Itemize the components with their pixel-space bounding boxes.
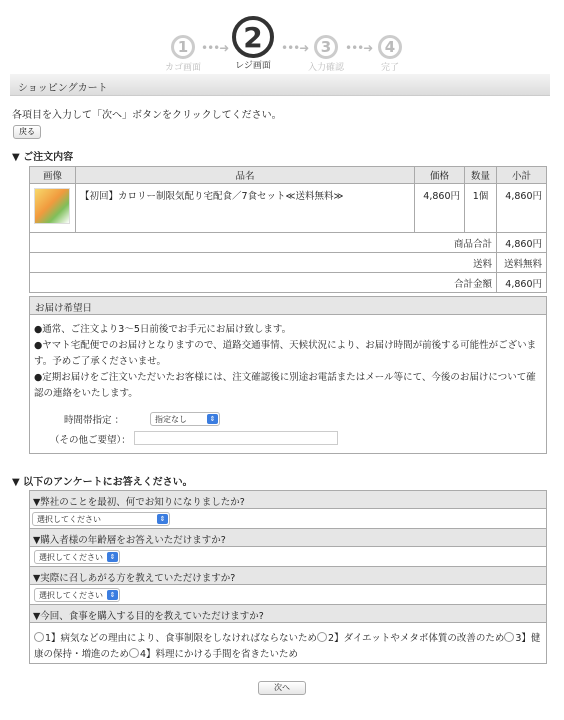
checkout-steps bbox=[0, 14, 564, 74]
radio-option-3-label: 3】健康の保持・増進のため bbox=[34, 633, 541, 660]
survey-question-3: ▼実際に召しあがる方を教えていただけますか? bbox=[30, 567, 546, 585]
grand-total-label: 合計金額 bbox=[30, 273, 497, 293]
order-section-title: ▼ ご注文内容 bbox=[12, 152, 74, 163]
order-header-row bbox=[30, 167, 547, 184]
survey-answer-1 bbox=[30, 509, 546, 529]
shipping-row bbox=[30, 253, 547, 273]
col-price: 価格 bbox=[415, 167, 465, 184]
shipping-label: 送料 bbox=[30, 253, 497, 273]
step-4-icon: 4 bbox=[378, 35, 402, 59]
survey-answer-2 bbox=[30, 547, 546, 567]
grand-total-row bbox=[30, 273, 547, 293]
step-cart bbox=[163, 35, 203, 73]
delivery-note: ●定期お届けをご注文いただいたお客様には、注文確認後に別途お電話またはメール等にて、今後のお届けについて確認の連絡をいたします。 bbox=[34, 372, 536, 399]
product-image[interactable] bbox=[34, 188, 70, 224]
radio-option-1-label: 1】病気などの理由により、食事制限をしなければならないため bbox=[45, 633, 318, 644]
order-table bbox=[29, 166, 547, 293]
survey-select-2[interactable] bbox=[34, 550, 120, 564]
delivery-title: お届け希望日 bbox=[30, 297, 546, 315]
chevron-updown-icon: ⇕ bbox=[107, 590, 118, 600]
survey-select-1-value: 選択してください bbox=[37, 515, 101, 524]
radio-option-1[interactable] bbox=[34, 632, 44, 642]
step-3-icon: 3 bbox=[314, 35, 338, 59]
step-complete bbox=[370, 35, 410, 73]
survey-section-title: ▼ 以下のアンケートにお答えください。 bbox=[12, 477, 193, 488]
total-value: 4,860円 bbox=[497, 233, 547, 253]
chevron-updown-icon: ⇕ bbox=[157, 514, 168, 524]
cart-header: ショッピングカート bbox=[10, 74, 550, 96]
survey-answer-4 bbox=[30, 623, 546, 663]
radio-option-4-label: 4】料理にかける手間を省きたいため bbox=[140, 649, 299, 660]
product-price: 4,860円 bbox=[415, 184, 465, 233]
other-request-input[interactable] bbox=[134, 431, 338, 445]
step-register bbox=[229, 16, 277, 71]
survey-answer-3 bbox=[30, 585, 546, 605]
survey-question-4: ▼今回、食事を購入する目的を教えていただけますか? bbox=[30, 605, 546, 623]
survey-select-1[interactable] bbox=[32, 512, 170, 526]
instruction-text: 各項目を入力して「次へ」ボタンをクリックしてください。 bbox=[12, 110, 282, 121]
radio-option-2[interactable] bbox=[317, 632, 327, 642]
delivery-note: ●通常、ご注文より3〜5日前後でお手元にお届け致します。 bbox=[34, 324, 292, 335]
survey-question-2: ▼購入者様の年齢層をお答えいただけますか? bbox=[30, 529, 546, 547]
next-button[interactable]: 次へ bbox=[258, 681, 306, 695]
delivery-box bbox=[29, 296, 547, 454]
survey-select-3-value: 選択してください bbox=[39, 591, 103, 600]
time-select-value: 指定なし bbox=[155, 415, 187, 424]
col-qty: 数量 bbox=[465, 167, 497, 184]
step-2-label: レジ画面 bbox=[235, 61, 271, 71]
survey-select-3[interactable] bbox=[34, 588, 120, 602]
chevron-updown-icon: ⇕ bbox=[207, 414, 218, 424]
total-row bbox=[30, 233, 547, 253]
radio-option-2-label: 2】ダイエットやメタボ体質の改善のため bbox=[328, 633, 505, 644]
total-label: 商品合計 bbox=[30, 233, 497, 253]
survey-box bbox=[29, 490, 547, 664]
radio-option-4[interactable] bbox=[129, 648, 139, 658]
product-qty: 1個 bbox=[465, 184, 497, 233]
product-subtotal: 4,860円 bbox=[497, 184, 547, 233]
delivery-note: ●ヤマト宅配便でのお届けとなりますので、道路交通事情、天候状況により、お届け時間が前後する可能性がございます。予めご了承くださいませ。 bbox=[34, 340, 537, 367]
table-row bbox=[30, 184, 547, 233]
product-name[interactable]: 【初回】カロリー制限気配り宅配食／7食セット≪送料無料≫ bbox=[76, 184, 415, 233]
delivery-notes bbox=[30, 315, 546, 402]
step-arrow-icon: •••➜ bbox=[345, 41, 373, 55]
time-label: 時間帯指定 ： bbox=[64, 415, 125, 426]
col-name: 品名 bbox=[76, 167, 415, 184]
survey-select-2-value: 選択してください bbox=[39, 553, 103, 562]
col-subtotal: 小計 bbox=[497, 167, 547, 184]
step-confirm bbox=[306, 35, 346, 73]
chevron-updown-icon: ⇕ bbox=[107, 552, 118, 562]
col-image: 画像 bbox=[30, 167, 76, 184]
step-2-icon: 2 bbox=[232, 16, 274, 58]
radio-option-3[interactable] bbox=[504, 632, 514, 642]
step-arrow-icon: •••➜ bbox=[201, 41, 229, 55]
step-4-label: 完了 bbox=[380, 63, 399, 73]
time-select[interactable] bbox=[150, 412, 220, 426]
step-arrow-icon: •••➜ bbox=[281, 41, 309, 55]
step-1-icon: 1 bbox=[171, 35, 195, 59]
step-1-label: カゴ画面 bbox=[164, 63, 201, 73]
shipping-value: 送料無料 bbox=[497, 253, 547, 273]
survey-question-1: ▼弊社のことを最初、何でお知りになりましたか? bbox=[30, 491, 546, 509]
grand-total-value: 4,860円 bbox=[497, 273, 547, 293]
other-request-label: （その他ご要望）： bbox=[50, 435, 131, 446]
step-3-label: 入力確認 bbox=[307, 63, 344, 73]
back-button[interactable]: 戻る bbox=[13, 125, 41, 139]
